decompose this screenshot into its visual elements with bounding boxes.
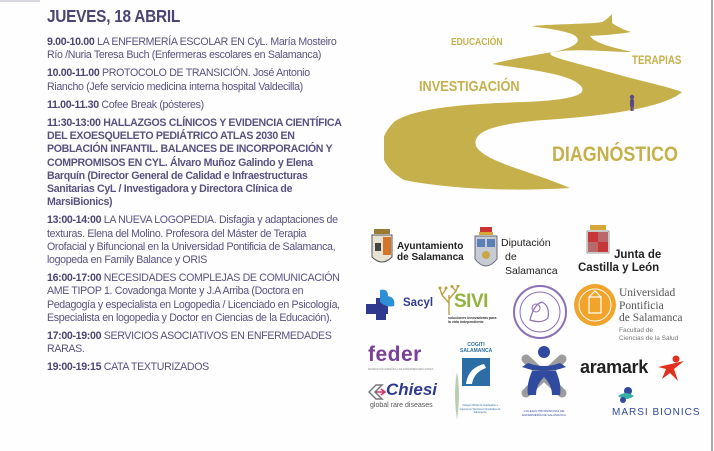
- item-time: 17:00-19:00: [47, 330, 102, 343]
- schedule-item: [47, 330, 346, 356]
- junta-line2: Castilla y León: [578, 261, 660, 274]
- university-seal-icon: [574, 283, 616, 327]
- logo-junta-castilla-leon: [578, 225, 678, 277]
- item-title: Cofee Break (pósteres): [101, 98, 204, 111]
- item-details: Covadonga Monte y J.A Arriba (Doctora en Pedagogía y especialista en Logopedia / Licenciado en Psicología, Especialista en logopedia y Doctor en Ciencias de la Educación).: [47, 285, 340, 324]
- logo-diputacion-salamanca: [474, 227, 564, 277]
- enfermeria-emblem-icon: [516, 345, 572, 407]
- upsa-sub1: Facultad de: [619, 327, 653, 334]
- feder-name: feder: [368, 343, 422, 366]
- schedule-item: [47, 361, 346, 374]
- item-time: 19:00-19:15: [47, 361, 102, 374]
- schedule-item: [47, 117, 346, 209]
- logo-aramark: [580, 355, 684, 383]
- sivi-tagline: soluciones innovadoras para la vida independiente: [448, 316, 497, 324]
- sacyl-cross-icon: [366, 288, 400, 320]
- label-education: EDUCACIÓN: [451, 37, 503, 48]
- logo-universidad-pontificia: [574, 283, 714, 345]
- item-title: NECESIDADES COMPLEJAS DE COMUNICACIÓN AME TIPOP 1.: [47, 272, 340, 298]
- marsi-name: MARSI BIONICS: [612, 407, 701, 418]
- label-research: INVESTIGACIÓN: [419, 78, 520, 95]
- upsa-sub2: Ciencias de la Salud: [619, 334, 679, 342]
- cogiti-line1: COGITI: [467, 342, 485, 348]
- item-time: 9.00-10.00: [47, 36, 95, 48]
- schedule-item: [47, 36, 346, 62]
- junta-line1: Junta de: [614, 249, 662, 261]
- label-therapies: TERAPIAS: [632, 55, 682, 67]
- cogiti-line2: SALAMANCA: [460, 348, 493, 354]
- marsi-emblem-icon: [616, 386, 636, 404]
- item-time: 11:30-13:00: [47, 117, 101, 130]
- ayuntamiento-line1: Ayuntamiento: [397, 241, 464, 252]
- ayuntamiento-line2: de Salamanca: [397, 252, 464, 263]
- item-details: Álvaro Muñoz Galindo y Elena Barquín (Director General de Calidad e Infraestructuras Sanitarias CyL / Investigadora y Directora Clínica de MarsiBionics): [47, 156, 313, 209]
- logo-sacyl: [366, 288, 434, 322]
- item-details: Disfagia y adaptaciones de texturas. Elena del Molino. Profesora del Máster de Terapia Orofacial y Bifuncional en la Universidad Pontificia de Salamanca, logopeda en Family Balance y ORIS: [47, 214, 338, 267]
- item-title: LA ENFERMERÍA ESCOLAR EN CyL.: [97, 36, 268, 48]
- logo-marsi-bionics: [612, 386, 701, 422]
- item-details: José Antonio Riancho (Jefe servicio medicina interna hospital Valdecilla): [47, 67, 310, 93]
- schedule-item: [47, 99, 346, 112]
- upsa-line1: Universidad: [619, 287, 676, 299]
- item-title: PROTOCOLO DE TRANSICIÓN.: [102, 67, 251, 80]
- sacyl-name: Sacyl: [403, 297, 434, 309]
- item-title: SERVICIOS ASOCIATIVOS EN ENFERMEDADES RARAS.: [47, 330, 332, 356]
- logo-colegio-enfermeria: [516, 345, 572, 425]
- seal-icon: [512, 284, 568, 340]
- label-diagnosis: DIAGNÓSTICO: [552, 143, 678, 166]
- cogiti-emblem-icon: [462, 358, 492, 388]
- schedule-item: [47, 67, 346, 93]
- logo-sivi: [438, 285, 502, 327]
- item-time: 13:00-14:00: [47, 214, 102, 227]
- winding-road-illustration: [384, 12, 694, 202]
- diputacion-line2: de Salamanca: [505, 251, 558, 277]
- schedule-item: [47, 214, 346, 267]
- item-details: María Mosteiro Río /Nuria Teresa Buch (Enfermeras escolares en Salamanca): [47, 36, 337, 62]
- upsa-line2: Pontificia: [619, 299, 664, 312]
- day-title: JUEVES, 18 ABRIL: [47, 6, 181, 26]
- feder-tagline: FEDERACIÓN ESPAÑOLA DE ENFERMEDADES RARAS: [368, 368, 434, 371]
- coat-of-arms-icon: [474, 227, 498, 273]
- diputacion-line1: Diputación: [501, 237, 551, 249]
- logo-chiesi: [368, 380, 440, 416]
- logo-ayuntamiento-salamanca: [368, 229, 468, 269]
- item-title: HALLAZGOS CLÍNICOS Y EVIDENCIA CIENTÍFICA DEL EXOESQUELETO PEDIÁTRICO ATLAS 2030 EN POBLACIÓN INFANTIL. BALANCES DE INCORPORACIÓN Y COMPROMISOS EN CYL.: [47, 117, 342, 169]
- schedule-item: [47, 272, 346, 325]
- item-title: CATA TEXTURIZADOS: [103, 361, 209, 374]
- item-title: LA NUEVA LOGOPEDIA.: [103, 214, 217, 227]
- enfermeria-footer: COLEGIO PROFESIONAL DE ENFERMERÍA DE SALAMANCA: [522, 409, 566, 417]
- page-edge-divider: [711, 0, 713, 451]
- sivi-name: SIVI: [454, 291, 488, 312]
- top-decoration: [0, 0, 40, 2]
- upsa-line3: de Salamanca: [619, 312, 683, 324]
- logo-faculty-seal: [512, 284, 568, 340]
- schedule-column: [47, 6, 347, 380]
- aramark-star-person-icon: [656, 355, 686, 381]
- item-time: 16:00-17:00: [47, 272, 102, 285]
- item-time: 11.00-11.30: [47, 98, 99, 111]
- chiesi-tagline: global rare diseases: [370, 402, 433, 409]
- logo-feder: [368, 344, 436, 374]
- coat-of-arms-icon: [370, 229, 394, 267]
- item-time: 10.00-11.00: [47, 67, 100, 80]
- aramark-name: aramark: [580, 357, 648, 377]
- cogiti-footer: Colegio Oficial de Graduados e Ingenieros Técnicos Industriales de Salamanca: [459, 404, 501, 414]
- chiesi-name: Chiesi: [386, 380, 438, 399]
- chiesi-arrow-icon: [368, 384, 386, 400]
- logo-cogiti-salamanca: [452, 342, 502, 424]
